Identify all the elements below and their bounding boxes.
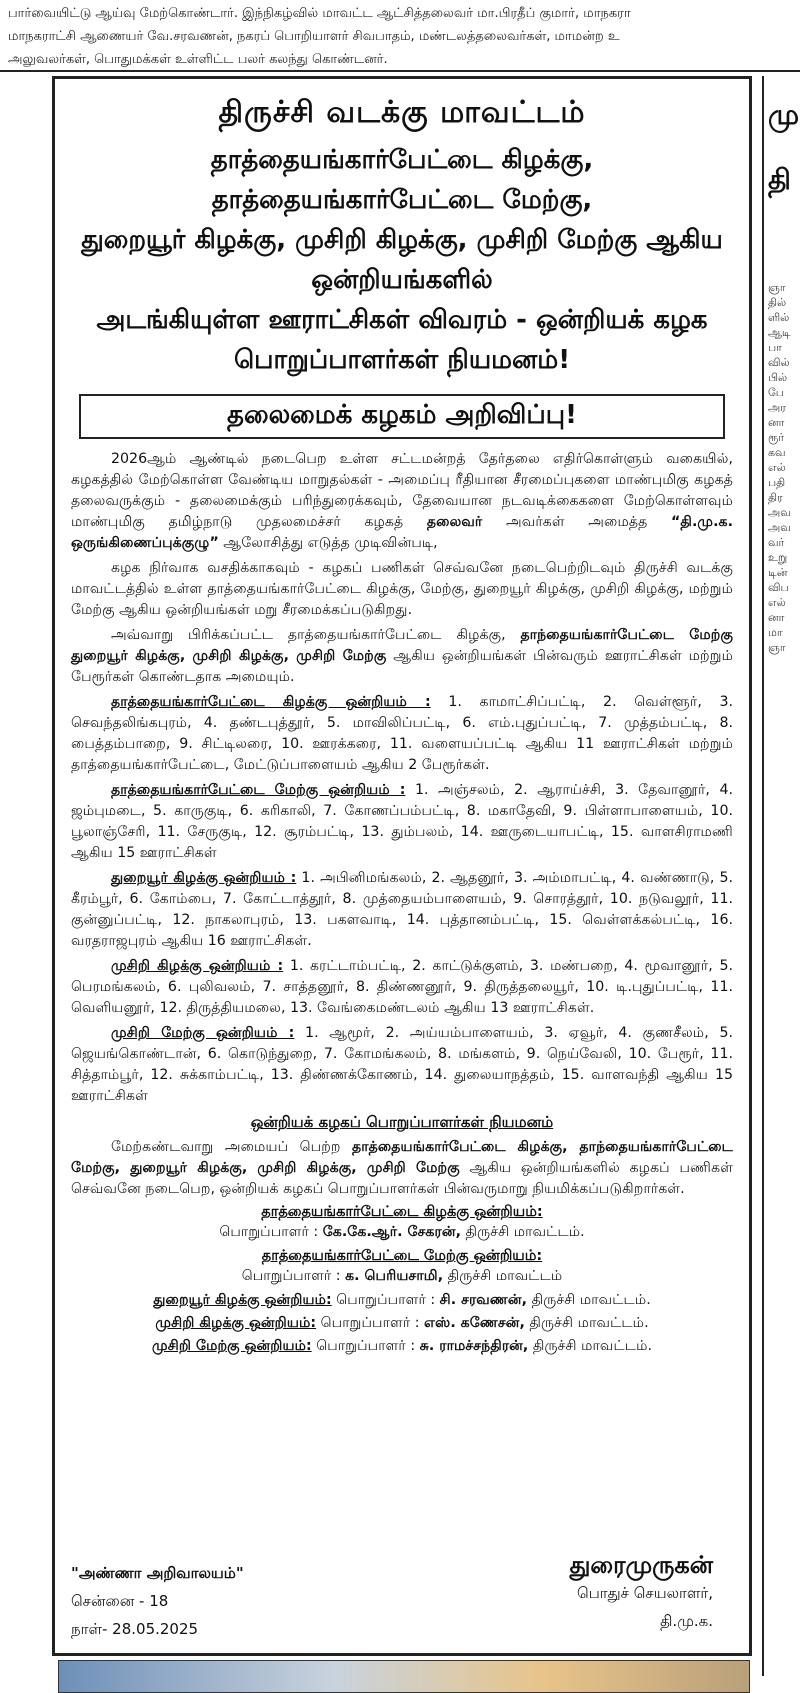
- responsible-person: துறையூர் கிழக்கு ஒன்றியம்: பொறுப்பாளர் : சி. சரவணன், திருச்சி மாவட்டம்.: [153, 1292, 651, 1308]
- office-name: "அண்ணா அறிவாலயம்": [71, 1564, 244, 1582]
- notice-date: நாள்- 28.05.2025: [71, 1620, 199, 1638]
- main-headline-line: தாத்தையங்கார்பேட்டை கிழக்கு, தாத்தையங்கார்பேட்டை மேற்கு,: [210, 145, 594, 215]
- signatory-designation: பொதுச் செயலாளர்,: [576, 1584, 713, 1602]
- main-headline-line: அடங்கியுள்ள ஊராட்சிகள் விவரம் - ஒன்றியக் கழக பொறுப்பாளர்கள் நியமனம்!: [96, 305, 708, 375]
- union-panchayat-list: தாத்தையங்கார்பேட்டை கிழக்கு ஒன்றியம் : 1. காமாட்சிப்பட்டி, 2. வெள்ளூர், 3. செவந்தலிங்கபுரம், 4. தண்டபுத்தூர், 5. மாவிலிப்பட்டி, 6. எம்.புதுப்பட்டி, 7. முத்தம்பட்டி, 8. பைத்தம்பாறை, 9. சிட்டிலரை, 10. ஊரக்கரை, 11. வளையப்பட்டி ஆகிய 11 ஊராட்சிகள் மற்றும் தாத்தையங்கார்பேட்டை, மேட்டுப்பாளையம் ஆகிய 2 பேரூர்கள்.: [71, 694, 734, 773]
- adjacent-text: ஞா தில் ளில் ஆடி பா வில் பில் பே அர னா ரூர் கவ எல் பதி திர அவ அவ வர் உறு டின் விப எல் னா மா ஞா: [768, 281, 791, 654]
- appointment-section-title: ஒன்றியக் கழகப் பொறுப்பாளர்கள் நியமனம்: [250, 1113, 554, 1131]
- strip-line: அலுவலர்கள், பொதுமக்கள் உள்ளிட்ட பலர் கலந்து கொண்டனர்.: [8, 52, 388, 67]
- signature-block: [570, 1551, 713, 1635]
- strip-line: மாநகராட்சி ஆணையர் வே.சரவணன், நகரப் பொறியாளர் சிவபாதம், மண்டலத்தலைவர்கள், மாமன்ற உ: [8, 29, 620, 44]
- union-panchayat-list: தாத்தையங்கார்பேட்டை மேற்கு ஒன்றியம் : 1. அஞ்சலம், 2. ஆராய்ச்சி, 3. தேவானூர், 4. ஜம்புமடை, 5. காருகுடி, 6. கரிகாலி, 7. கோணப்பம்பட்டி, 8. மகாதேவி, 9. பிள்ளாபாளையம், 10. பூலாஞ்சேரி, 11. சேருகுடி, 12. சூரம்பட்டி, 13. தும்பலம், 14. ஊருடையாபட்டி, 15. வாளசிராமணி ஆகிய 15 ஊராட்சிகள்: [71, 782, 733, 861]
- responsible-person: பொறுப்பாளர் : கே.கே.ஆர். சேகரன், திருச்சி மாவட்டம்.: [219, 1224, 585, 1240]
- union-heading: முசிறி மேற்கு ஒன்றியம் :: [111, 1025, 295, 1041]
- signatory-name: துரைமுருகன்: [569, 1551, 713, 1579]
- notice-title: தலைமைக் கழகம் அறிவிப்பு!: [79, 394, 725, 439]
- paragraph-appointment: மேற்கண்டவாறு அமையப் பெற்ற தாத்தையங்கார்பேட்டை கிழக்கு, தாந்தையங்கார்பேட்டை மேற்கு, துறையூர் கிழக்கு, முசிறி கிழக்கு, முசிறி மேற்கு ஆகிய ஒன்றியங்களில் கழகப் பணிகள் செவ்வனே நடைபெற, ஒன்றியக் கழகப் பொறுப்பாளர்கள் பின்வருமாறு நியமிக்கப்படுகிறார்கள்.: [71, 1139, 733, 1197]
- responsible-person: முசிறி மேற்கு ஒன்றியம்: பொறுப்பாளர் : சு. ராமச்சந்திரன், திருச்சி மாவட்டம்.: [151, 1338, 653, 1354]
- office-city: சென்னை - 18: [71, 1592, 169, 1610]
- paragraph-intro: 2026ஆம் ஆண்டில் நடைபெற உள்ள சட்டமன்றத் தேர்தலை எதிர்கொள்ளும் வகையில், கழகத்தில் மேற்கொள்ள வேண்டிய மாறுதல்கள் - அமைப்பு ரீதியான சீரமைப்புகளை மாண்புமிகு கழகத் தலைவருக்கும் - தலைமைக்கும் பரிந்துரைக்கவும், தேவையான நடவடிக்கைகளை மேற்கொள்ளவும் மாண்புமிகு தமிழ்நாடு முதலமைச்சர் கழகத் தலைவர் அவர்கள் அமைத்த “தி.மு.க. ஒருங்கிணைப்புக்குழு” ஆலோசித்து எடுத்த முடிவின்படி,: [71, 451, 733, 551]
- paragraph-restructure: கழக நிர்வாக வசதிக்காகவும் - கழகப் பணிகள் செவ்வனே நடைபெற்றிடவும் திருச்சி வடக்கு மாவட்டத்தில் உள்ள தாத்தையங்கார்பேட்டை கிழக்கு, மேற்கு, துறையூர் கிழக்கு, முசிறி கிழக்கு, மற்றும் மேற்கு ஆகிய ஒன்றியங்கள் மறு சீரமைக்கப்படுகிறது.: [71, 560, 733, 618]
- district-headline: திருச்சி வடக்கு மாவட்டம்: [218, 95, 586, 130]
- responsible-person: பொறுப்பாளர் : க. பெரியசாமி, திருச்சி மாவட்டம்: [241, 1268, 563, 1284]
- union-heading: தாத்தையங்கார்பேட்டை மேற்கு ஒன்றியம் :: [111, 782, 406, 798]
- union-panchayat-list: துறையூர் கிழக்கு ஒன்றியம் : 1. அபினிமங்கலம், 2. ஆதனூர், 3. அம்மாபட்டி, 4. வண்ணாடு, 5. கீரம்பூர், 6. கோம்பை, 7. கோட்டாத்தூர், 8. முத்தையம்பாளையம், 9. சொரத்தூர், 10. நடுவலூர், 11. குன்னுப்பட்டி, 12. நாகலாபுரம், 13. பகளவாடி, 14. புத்தானம்பட்டி, 15. வெள்ளக்கல்பட்டி, 16. வரதராஜபுரம் ஆகிய 16 ஊராட்சிகள்.: [71, 870, 733, 949]
- adjacent-headline: தி: [768, 163, 791, 196]
- main-headline-line: துறையூர் கிழக்கு, முசிறி கிழக்கு, முசிறி மேற்கு ஆகிய ஒன்றியங்களில்: [81, 225, 723, 295]
- union-panchayat-list: முசிறி கிழக்கு ஒன்றியம் : 1. கரட்டாம்பட்டி, 2. காட்டுக்குளம், 3. மண்பறை, 4. மூவானூர், 5. பெரமங்கலம், 6. புலிவலம், 7. சாத்தனூர், 8. திண்ணனூர், 9. திருத்தலையூர், 10. டி.புதுப்பட்டி, 11. வெளியனூர், 12. திருத்தியமலை, 13. வேங்கைமண்டலம் ஆகிய 13 ஊராட்சிகள்.: [71, 958, 733, 1016]
- adjacent-headline: மு: [768, 98, 800, 131]
- bottom-photo: [58, 1660, 750, 1693]
- announcement-article: [52, 76, 752, 1656]
- office-address: [71, 1559, 244, 1643]
- responsible-person: முசிறி கிழக்கு ஒன்றியம்: பொறுப்பாளர் : எஸ். கணேசன், திருச்சி மாவட்டம்.: [155, 1315, 649, 1331]
- previous-article-strip: [0, 0, 800, 72]
- union-heading: தாத்தையங்கார்பேட்டை கிழக்கு ஒன்றியம் :: [111, 694, 431, 710]
- union-heading: துறையூர் கிழக்கு ஒன்றியம் :: [111, 870, 297, 886]
- union-panchayat-list: முசிறி மேற்கு ஒன்றியம் : 1. ஆமூர், 2. அய்யம்பாளையம், 3. ஏவூர், 4. குணசீலம், 5. ஜெயங்கொண்டான், 6. கொடுந்துறை, 7. கோமங்கலம், 8. மங்களம், 9. நெய்வேலி, 10. பேரூர், 11. சித்தாம்பூர், 12. சுக்காம்பட்டி, 13. திண்ணக்கோணம், 14. துலையாநத்தம், 15. வாளவந்தி ஆகிய 15 ஊராட்சிகள்: [71, 1025, 733, 1104]
- union-heading: முசிறி கிழக்கு ஒன்றியம் :: [111, 958, 284, 974]
- article-footer: [71, 1551, 733, 1641]
- responsible-union-heading: தாத்தையங்கார்பேட்டை கிழக்கு ஒன்றியம்:: [261, 1204, 543, 1220]
- party-name: தி.மு.க.: [660, 1612, 713, 1630]
- responsible-union-heading: தாத்தையங்கார்பேட்டை மேற்கு ஒன்றியம்:: [261, 1248, 543, 1264]
- paragraph-division: அவ்வாறு பிரிக்கப்பட்ட தாத்தையங்கார்பேட்டை கிழக்கு, தாந்தையங்கார்பேட்டை மேற்கு துறையூர் கிழக்கு, முசிறி கிழக்கு, முசிறி மேற்கு ஆகிய ஒன்றியங்கள் பின்வரும் ஊராட்சிகள் மற்றும் பேரூர்கள் கொண்டதாக அமையும்.: [71, 627, 733, 685]
- adjacent-article-column: [762, 76, 800, 1676]
- strip-line: பார்வையிட்டு ஆய்வு மேற்கொண்டார். இந்நிகழ்வில் மாவட்ட ஆட்சித்தலைவர் மா.பிரதீப் குமார், மாநகரா: [8, 6, 631, 21]
